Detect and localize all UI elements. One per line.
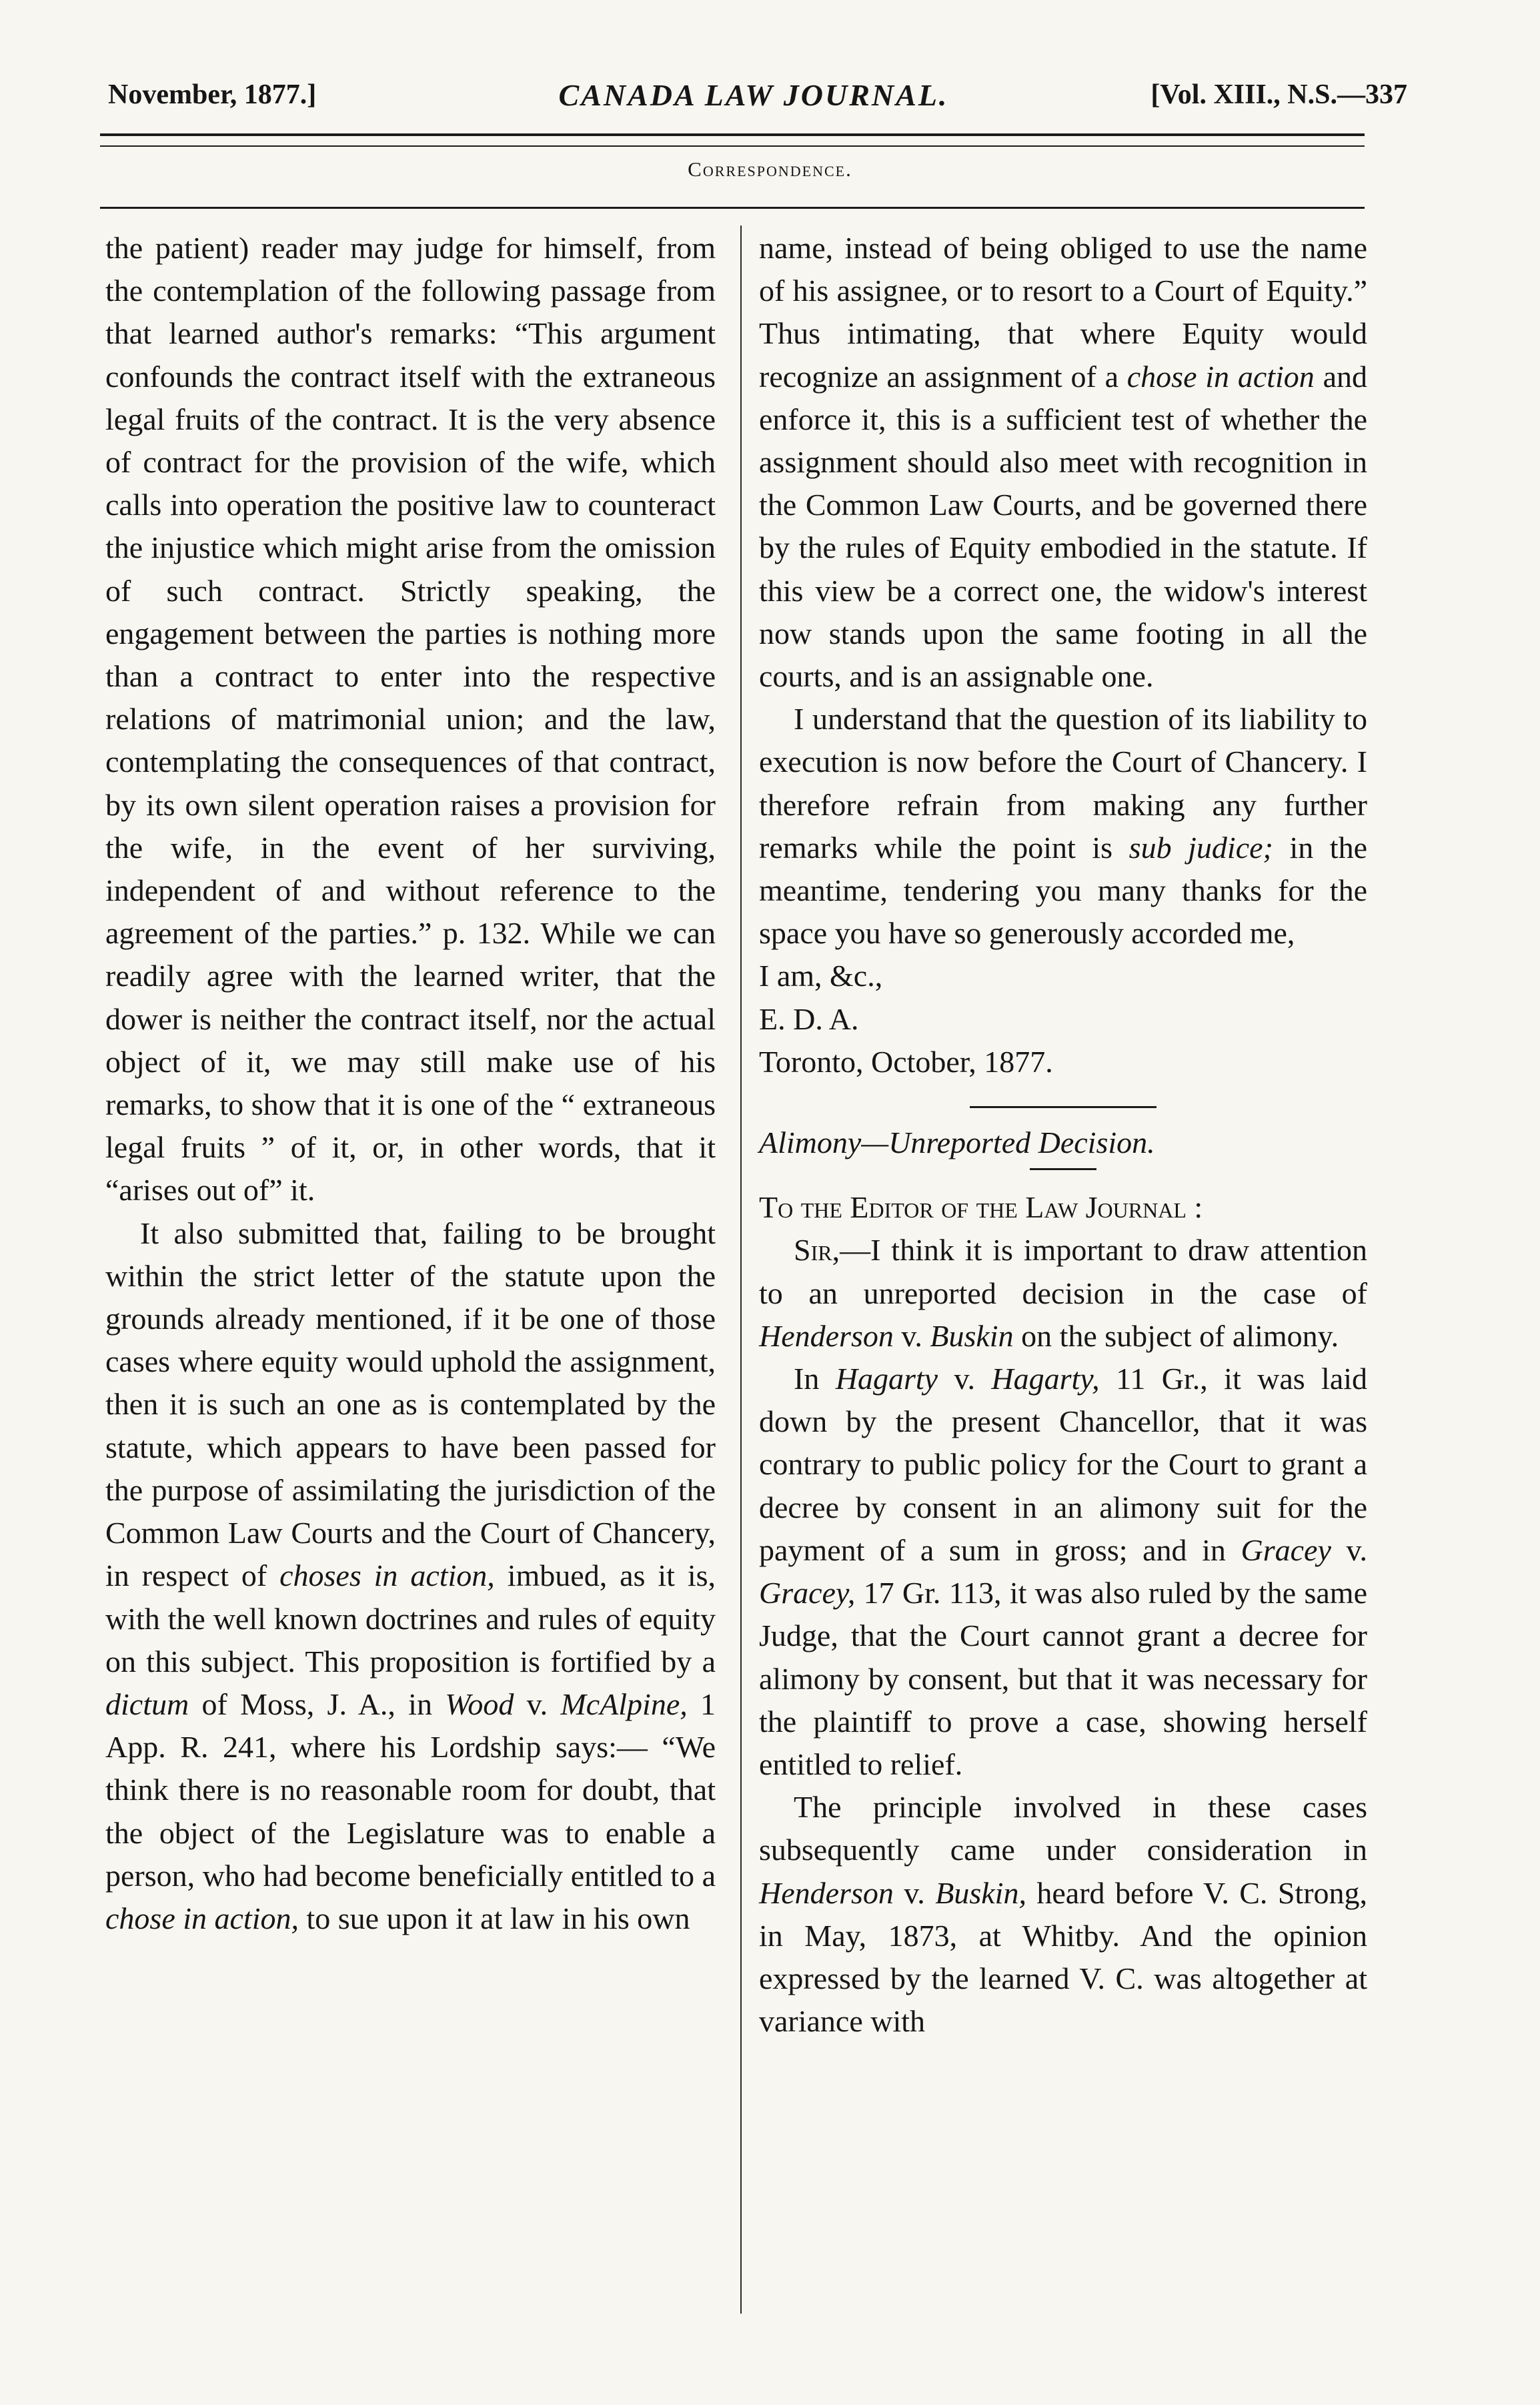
right-paragraph-4 — [759, 1358, 1367, 1786]
right-p4-italic-hagarty-1: Hagarty — [835, 1362, 938, 1396]
header-double-rule — [100, 133, 1365, 147]
signature-closing: I am, &c., — [759, 959, 883, 993]
right-p5-text-b: v. — [904, 1875, 925, 1910]
right-p3-text-a: —I think it is important to draw attention to an unreported decision in the case of — [759, 1233, 1367, 1310]
subheading-rule — [1030, 1168, 1096, 1170]
left-p2-text-a: It also submitted that, failing to be brought within the strict letter of the statute upon the grounds already mentioned, if it be one of those cases where equity would uphold the assignment, then it is such an one as is contemplated by the statute, which appears to have been passed for the purpose of assimilating the jurisdiction of the Common Law Courts and the Court of Chancery, in respect of — [105, 1216, 716, 1593]
right-p4-text-a: In — [794, 1362, 820, 1396]
right-p3-sir: Sir, — [794, 1233, 840, 1268]
running-header — [100, 75, 1407, 121]
left-p2-text-e: 1 App. R. 241, where his Lordship says:— “We think there is no reasonable room for doubt, that the object of the Legislature was to enable a person, who had become beneficially entitled to a — [105, 1687, 716, 1893]
right-p4-text-c: 11 Gr., it was laid down by the present Chancellor, that it was contrary to public policy for the Court to grant a decree by consent in an alimony suit for the payment of a sum in gross; and in — [759, 1362, 1368, 1567]
right-p2-text-a: I understand that the question of its liability to execution is now before the Court of Chancery. I therefore refrain from making any further remarks while the point is — [759, 702, 1367, 865]
article-subheading: Alimony—Unreported Decision. — [759, 1125, 1155, 1160]
right-p4-text-d: v. — [1346, 1532, 1368, 1567]
header-journal-title: CANADA LAW JOURNAL. — [558, 78, 949, 112]
right-p5-text-a: The principle involved in these cases subsequently came under consideration in — [759, 1790, 1367, 1867]
left-p2-italic-choses: choses in action, — [279, 1558, 495, 1593]
left-p2-text-b: imbued, as it is, with the well known doctrines and rules of equity on this subject. This proposition is fortified by a — [105, 1558, 716, 1678]
section-title: Correspondence. — [688, 157, 852, 181]
letter-separator-rule — [970, 1106, 1157, 1108]
left-p2-italic-mcalpine: McAlpine, — [560, 1687, 688, 1721]
right-p4-italic-hagarty-2: Hagarty, — [991, 1362, 1100, 1396]
right-paragraph-2 — [759, 698, 1367, 955]
header-date: November, 1877.] — [108, 79, 317, 110]
right-column — [759, 227, 1367, 2043]
left-p1-text: the patient) reader may judge for himself, from the contemplation of the following passage from that learned author's remarks: “This argument confounds the contract itself with the extraneous legal fruits of the contract. It is the very absence of contract for the provision of the wife, which calls into operation the positive law to counteract the injustice which might arise from the omission of such contract. Strictly speaking, the engagement between the parties is nothing more than a contract to enter into the respective relations of matrimonial union; and the law, contemplating the consequences of that contract, by its own silent operation raises a provision for the wife, in the event of her surviving, independent of and without reference to the agreement of the parties.” p. 132. While we can readily agree with the learned writer, that the dower is neither the contract itself, nor the actual object of it, we may still make use of his remarks, to show that it is one of the “ extraneous legal fruits ” of it, or, in other words, that it “arises out of” it. — [105, 231, 716, 1208]
left-paragraph-1 — [105, 227, 716, 1212]
right-p3-text-c: on the subject of alimony. — [1021, 1318, 1339, 1353]
column-divider — [740, 225, 742, 2314]
right-p3-text-b: v. — [901, 1318, 922, 1353]
right-p4-text-e: 17 Gr. 113, it was also ruled by the same Judge, that the Court cannot grant a decree for alimony by consent, but that it was necessary for the plaintiff to prove a case, showing herself entitled to relief. — [759, 1576, 1368, 1781]
right-p2-text-b: in the meantime, tendering you many thanks for the space you have so generously accorded me, — [759, 830, 1368, 951]
right-p1-text-b: and enforce it, this is a sufficient test of whether the assignment should also meet with recognition in the Common Law Courts, and be governed there by the rules of Equity embodied in the statute. If this view be a correct one, the widow's interest now stands upon the same footing in all the courts, and is an assignable one. — [759, 359, 1368, 694]
right-p1-text-a: name, instead of being obliged to use the name of his assignee, or to resort to a Court of Equity.” Thus intimating, that where Equity would recognize an assignment of a — [759, 231, 1367, 394]
right-p1-italic-chose: chose in action — [1126, 359, 1315, 394]
right-p4-italic-gracey-2: Gracey, — [759, 1576, 856, 1610]
right-p5-text-c: heard before V. C. Strong, in May, 1873, at Whitby. And the opinion expressed by the learned V. C. was altogether at variance with — [759, 1875, 1368, 2039]
left-p2-italic-dictum: dictum — [105, 1687, 189, 1721]
signature-initials: E. D. A. — [759, 1001, 859, 1036]
right-paragraph-5 — [759, 1786, 1367, 2043]
right-p5-italic-buskin: Buskin, — [935, 1875, 1026, 1910]
right-paragraph-3 — [759, 1229, 1367, 1358]
left-p2-italic-wood: Wood — [445, 1687, 514, 1721]
salutation-to-editor: To the Editor of the Law Journal : — [759, 1190, 1203, 1225]
right-paragraph-1 — [759, 227, 1367, 698]
right-p4-italic-gracey-1: Gracey — [1241, 1532, 1331, 1567]
letter-place-date: Toronto, October, 1877. — [759, 1044, 1053, 1079]
right-p4-text-b: v. — [954, 1362, 975, 1396]
header-volume-page: [Vol. XIII., N.S.—337 — [1150, 79, 1407, 110]
right-p2-italic-subjudice: sub judice; — [1128, 830, 1273, 865]
left-paragraph-2 — [105, 1212, 716, 1940]
left-p2-text-c: of Moss, J. A., in — [201, 1687, 432, 1721]
right-p5-italic-henderson: Henderson — [759, 1875, 894, 1910]
section-rule — [100, 207, 1365, 209]
right-p3-italic-buskin: Buskin — [930, 1318, 1014, 1353]
right-p3-italic-henderson: Henderson — [759, 1318, 894, 1353]
left-p2-text-d: v. — [526, 1687, 548, 1721]
left-p2-italic-chose: chose in action, — [105, 1901, 299, 1935]
left-column — [105, 227, 716, 1940]
left-p2-text-f: to sue upon it at law in his own — [306, 1901, 690, 1935]
